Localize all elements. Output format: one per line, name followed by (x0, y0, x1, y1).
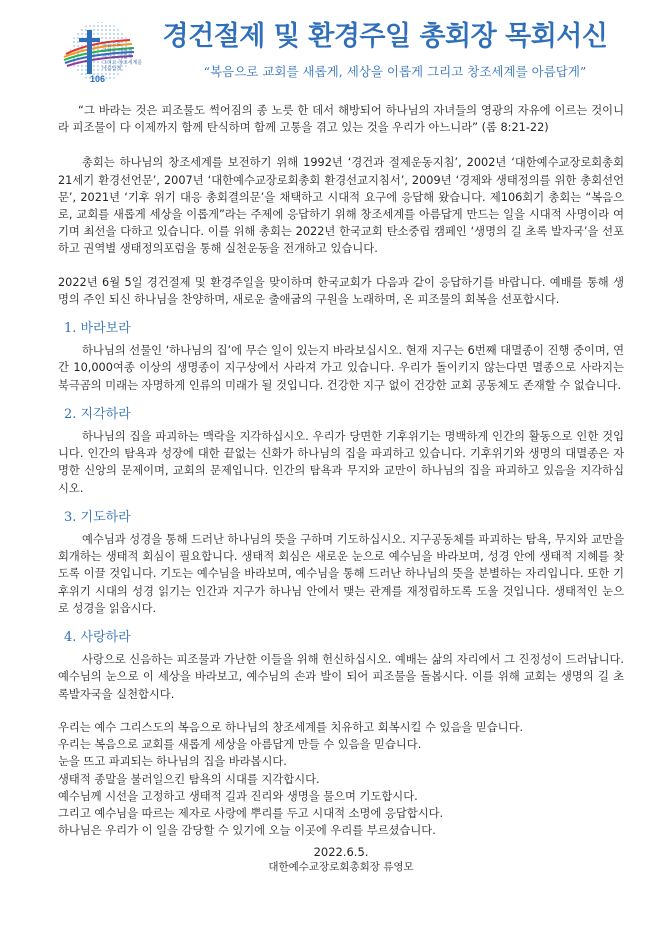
section-body: 사랑으로 신음하는 피조물과 가난한 이들을 위해 헌신하십시오. 예배는 삶의 자리에서 그 진정성이 드러납니다. 예수님의 눈으로 이 세상을 바라보고, 예수님의 손과 발이 되어 피조물을 돌봅시다. 이를 위해 교회는 생명의 길 초록발자국을 실천합시다. (58, 653, 624, 701)
section-heading: 1. 바라보라 (64, 321, 131, 337)
logo-line: 아름답게 (102, 66, 122, 72)
closing-line: 우리는 복음으로 교회를 새롭게 세상을 아름답게 만들 수 있음을 믿습니다. (58, 738, 422, 752)
logo-line: 복음으로 (102, 42, 122, 48)
section-heading: 2. 지각하라 (64, 406, 131, 422)
logo-line: 교회를 새롭게 (102, 48, 133, 54)
logo-line: 그리고 창조세계를 (102, 60, 143, 66)
page-title: 경건절제 및 환경주일 총회장 목회서신 (162, 21, 608, 52)
intro-paragraph: 총회는 하나님의 창조세계를 보전하기 위해 1992년 ‘경건과 절제운동지침’, 2002년 ‘대한예수교장로회총회 21세기 환경선언문’, 2007년 ‘대한예수교장로회총회 환경선교지침서’, 2009년 ‘경제와 생태정의를 위한 총회선언문’, 2021년 ‘기후 위기 대응 총회결의문’을 채택하고 시대적 요구에 응답해 왔습니다. 제106회기 총회는 “복음으로, 교회를 새롭게 세상을 이롭게”라는 주제에 응답하기 위해 창조세계를 아름답게 만드는 일을 시대적 사명이라 여기며 최선을 다하고 있습니다. 이를 위해 총회는 2022년 한국교회 탄소중립 캠페인 ‘생명의 길 초록 발자국’을 선포하고 권역별 생태정의포럼을 통해 실천운동을 전개하고 있습니다. (58, 156, 624, 256)
signature-date: 2022.6.5. (313, 845, 369, 860)
closing-line: 예수님께 시선을 고정하고 생태적 길과 진리와 생명을 물으며 기도합시다. (58, 789, 418, 803)
logo-number: 106 (90, 74, 106, 84)
logo-line: 세상을 이롭게 (102, 54, 133, 60)
signature-block (58, 845, 624, 875)
closing-line: 하나님은 우리가 이 일을 감당할 수 있기에 오늘 이곳에 우리를 부르셨습니다. (58, 824, 436, 838)
section-body: 하나님의 선물인 ‘하나님의 집’에 무슨 일이 있는지 바라보십시오. 현재 지구는 6번째 대멸종이 진행 중이며, 연간 10,000여종 이상의 생명종이 지구상에서 사라져 가고 있습니다. 우리가 돌이키지 않는다면 멸종으로 사라지는 북극곰의 미래는 자명하게 인류의 미래가 될 것입니다. 건강한 지구 없이 건강한 교회 공동체도 존재할 수 없습니다. (58, 344, 624, 392)
section-body: 예수님과 성경을 통해 드러난 하나님의 뜻을 구하며 기도하십시오. 지구공동체를 파괴하는 탐욕, 무지와 교만을 회개하는 생태적 회심이 필요합니다. 생태적 회심은 새로운 눈으로 예수님을 바라보며, 성경 안에 생태적 지혜를 찾도록 이끌 것입니다. 기도는 예수님을 바라보며, 예수님을 통해 드러난 하나님의 뜻을 분별하는 자리입니다. 또한 기후위기 시대의 성경 읽기는 인간과 지구가 하나님 안에서 맺는 관계를 재정립하도록 도울 것입니다. 생태적인 눈으로 성경을 읽읍시다. (58, 533, 624, 615)
closing-line: 생태적 종말을 불러일으킨 탐욕의 시대를 지각합시다. (58, 772, 320, 786)
intro-paragraph: 2022년 6월 5일 경건절제 및 환경주일을 맞이하며 한국교회가 다음과 같이 응답하기를 바랍니다. 예배를 통해 생명의 주인 되신 하나님을 찬양하며, 새로운 출애굽의 구원을 노래하며, 온 피조물의 회복을 선포합시다. (58, 275, 624, 306)
page-subtitle: “복음으로 교회를 새롭게, 세상을 이롭게 그리고 창조세계를 아름답게” (203, 64, 587, 79)
closing-line: 우리는 예수 그리스도의 복음으로 하나님의 창조세계를 치유하고 회복시킬 수 있음을 믿습니다. (58, 720, 524, 734)
closing-line: 눈을 뜨고 파괴되는 하나님의 집을 바라봅시다. (58, 755, 287, 769)
closing-statements (58, 719, 624, 839)
section-body: 하나님의 집을 파괴하는 맥락을 지각하십시오. 우리가 당면한 기후위기는 명백하게 인간의 활동으로 인한 것입니다. 인간의 탐욕과 성장에 대한 끝없는 신화가 하나님의 집을 파괴하고 있습니다. 기후위기와 생명의 대멸종은 자명한 신앙의 문제이며, 교회의 문제입니다. 인간의 탐욕과 무지와 교만이 하나님의 집을 파괴하고 있음을 지각하십시오. (58, 430, 624, 495)
section-heading: 4. 사랑하라 (64, 630, 131, 646)
letter-body (58, 102, 624, 875)
section-heading: 3. 기도하라 (64, 509, 131, 525)
scripture-quote: “그 바라는 것은 피조물도 썩어짐의 종 노릇 한 데서 해방되어 하나님의 자녀들의 영광의 자유에 이르는 것이니라 피조물이 다 이제까지 함께 탄식하며 함께 고통을 겪고 있는 것을 우리가 아느니라” (롬 8:21-22) (58, 104, 624, 135)
closing-line: 그리고 예수님을 따르는 제자로 사랑에 뿌리를 두고 시대적 소명에 응답합시다. (58, 806, 444, 820)
signature-name: 대한예수교장로회총회장 류영모 (268, 861, 414, 874)
